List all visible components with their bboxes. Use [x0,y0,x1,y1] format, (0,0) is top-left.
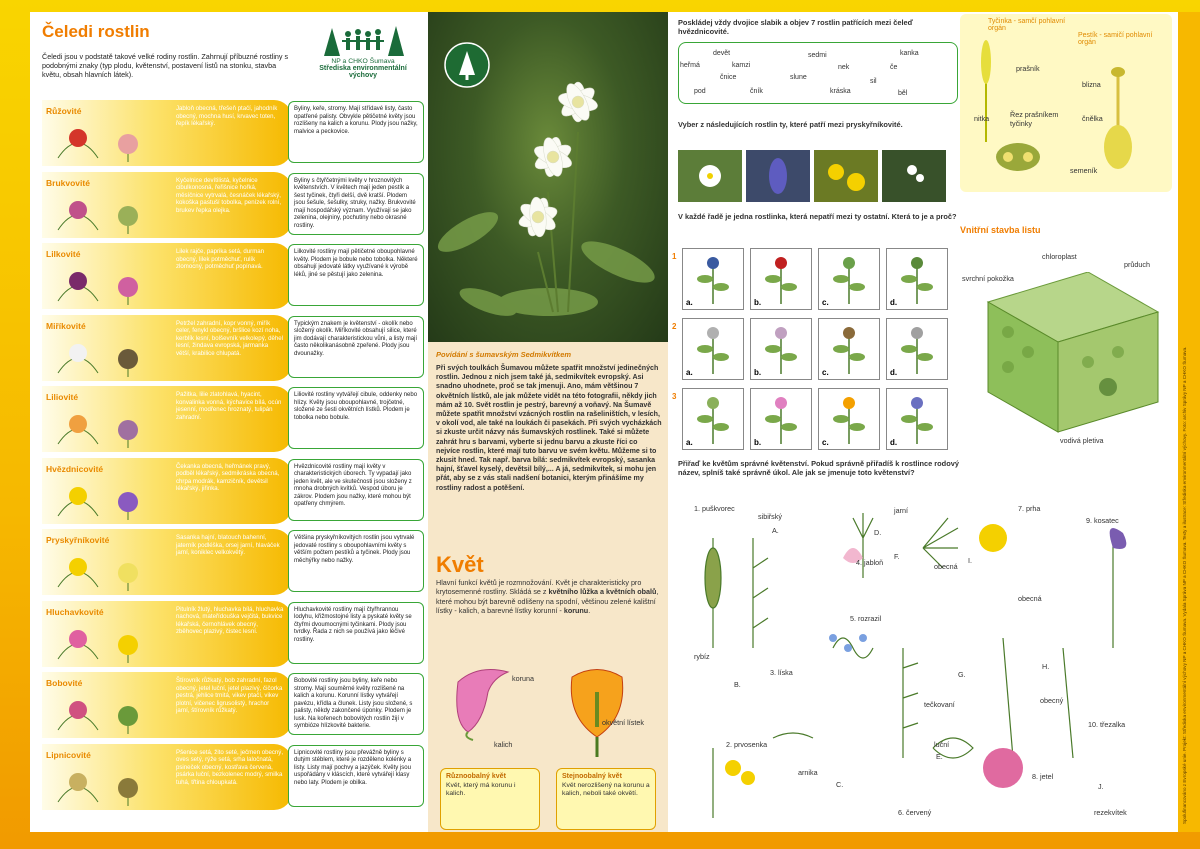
inflorescence-drawings-icon [673,498,1173,828]
family-row [42,172,425,238]
kvet-text [436,578,662,616]
box-stejnoobalny-text: Květ nerozlišený na korunu a kalich, neboli také okvětí. [562,781,650,798]
family-row [42,672,425,738]
kvet-text-b: květního lůžka a květních obalů [548,587,657,597]
family-members: Pšenice setá, žito seté, ječmen obecný, oves setý, rýže setá, srha laločnatá, psineček obecný, kostřava červená, psárka luční, bezkolenec modrý, smilka tuhá, třtina chloupkatá. [176,748,284,786]
plant-choice[interactable] [818,318,880,380]
syllable: nek [838,64,850,71]
family-name: Lipnicovité [46,749,91,760]
family-illustration-icon [48,476,168,520]
matching-label: F. [894,552,900,561]
matching-label: obecná [934,562,958,571]
matching-label: B. [734,680,741,689]
choice-letter: a. [686,298,693,307]
choice-letter: a. [686,438,693,447]
label-rez: Řez prašníkem tyčinky [1010,110,1059,128]
choice-letter: d. [890,368,898,377]
flower-drawing-icon [428,12,668,342]
family-illustration-icon [48,261,168,305]
family-members: Pažitka, lilie zlatohlavá, hyacint, konvalinka vonná, kýchavice bílá, ocún jesenní, modřenec hroznatý, tulipán zahradní. [176,391,282,421]
families-panel [30,12,428,832]
matching-label: H. [1042,662,1050,671]
family-illustration-icon [48,619,168,663]
plant-choice[interactable] [682,248,744,310]
family-name: Miříkovité [46,320,86,331]
family-illustration-icon [48,118,168,162]
matching-label: A. [772,526,779,535]
syllable: sedmi [808,52,827,59]
syllable: kamzi [732,62,751,69]
matching-label: luční [934,740,950,749]
matching-label: 9. kosatec [1086,516,1119,525]
syllable: sil [870,78,877,85]
family-row [42,315,425,381]
box-ruznoobalny-text: Květ, který má korunu i kalich. [446,781,516,798]
matching-label: 8. jetel [1032,772,1054,781]
exercises-panel [668,12,1178,832]
family-card: Typickým znakem je květenství - okolík nebo složený okolík. Miříkovité obsahují silice, které jim dodávají charakteristickou vůni, a listy mají často několikanásobně zpeřené. Plody jsou dvounažky. [288,316,424,378]
sedmikvitek-photo [428,12,668,342]
syllable: běl [898,90,908,97]
syllable: če [890,64,898,71]
question-pryskyrnik: Vyber z následujících rostlin ty, které patří mezi pryskyřníkovité. [678,120,903,129]
choice-letter: c. [822,298,829,307]
plant-choice[interactable] [682,388,744,450]
label-prasnik: prašník [1016,64,1040,73]
family-card: Lilkovité rostliny mají pětičetné oboupohlavné květy. Plodem je bobule nebo tobolka. Některé obsahují jedovaté látky využívané k výrobě léků, jiné se pěstují jako zelenina. [288,244,424,306]
box-ruznoobalny [440,768,540,830]
plant-choice[interactable] [750,388,812,450]
box-ruznoobalny-title: Různoobalný květ [446,773,506,780]
syllable: kráska [830,88,851,95]
matching-label: 1. puškvorec [694,504,735,513]
family-members: Sasanka hajní, blatouch bahenní, jaterník podléška, orsej jarní, hlaváček jarní, koniklec velkokvětý. [176,534,280,557]
matching-label: I. [968,556,972,565]
label-kalich: kalich [494,740,513,749]
choice-letter: b. [754,368,762,377]
story-text: Při svých toulkách Šumavou můžete spatřit množství jedinečných rostlin. Jednou z nich jsem také já, sedmikvítek evropský. Asi snadno uhodnete, proč se tak jmenuji. Ano, mám většinou 7 okvětních lístků, ale jak můžete vidět na této fotografii, někdy jich mám až 10. Svět rostlin je pestrý, barevný a voňavý. Na Šumavě můžete spatřit množství vzácných rostlin na rašeliništích, v lesích, v okolí vod, ale také na loukách či pasekách. Při svých vycházkách si zkuste určit názvy nás šumavských rostlinek. Také si můžete zahrát hru s barvami, vyberte si jednu barvu a zkuste říci co nejvíce rostlin, které mají tuto barvu ve svém květu. Můžeme si to zkusit hned. Tak např. barva bílá: sedmikvítek evropský, sasanka hajní, šťavel kyselý, devětsil bílý,... A já, sedmikvítek, si mohu jen přát, aby se z vás stali nadšení botanici, kterým přinášíme my rostliny radost a potěšení. [436,364,662,492]
family-name: Hvězdnicovité [46,463,104,474]
plant-choice[interactable] [886,388,948,450]
choice-letter: c. [822,438,829,447]
family-members: Čekanka obecná, heřmánek pravý, podběl lékařský, sedmikráska obecná, chrpa modrák, kamzičník, devětsil lékařský, jiřinka. [176,462,280,493]
label-semenik: semeník [1070,166,1098,175]
family-row [42,458,425,524]
sev-logo [308,22,418,79]
middle-panel [428,12,668,832]
family-name: Hluchavkovité [46,606,104,617]
box-stejnoobalny [556,768,656,830]
family-members: Jabloň obecná, třešeň ptačí, jahodník obecný, mochna husí, krvavec toten, řepík lékařský. [176,105,278,128]
family-card: Liliovité rostliny vytvářejí cibule, oddenky nebo hlízy. Květy jsou oboupohlavné, trojčetné, složené ze šesti okvětních lístků. Plodem je tobolka nebo bobule. [288,387,424,449]
kvet-text-a: Hlavní funkcí květů je rozmnožování. Květ je charakteristicky pro krytosemenné rostliny. Skládá se z [436,578,642,597]
story-title: Povídání s šumavským Sedmikvítkem [436,350,572,359]
row-number: 3 [672,392,677,401]
family-card: Byliny s čtyřčetnými květy v hroznovitých květenstvích. V květech mají jeden pestík a šest tyčinek, čtyři delší, dvě kratší. Plodem jsou šešule, šešulky, struky, nažky. Brukvovité mají hospodářský význam. Využívají se jako zelenina, olejniny, pochutiny nebo okrasné rostliny. [288,173,424,235]
choice-letter: d. [890,438,898,447]
family-card: Bobovité rostliny jsou byliny, keře nebo stromy. Mají souměrné květy rozlišené na kalich a korunu. Korunní lístky vytvářejí pavézu, křídla a člunek. Listy jsou složené, s palisty, někdy zakončené úponky. Plodem je lusk. Na kořenech bobovitých rostlin žijí v symbióze hlízkovité bakterie. [288,673,424,735]
leaf-structure-icon [968,272,1168,442]
family-card: Většina pryskyřníkovitých rostlin jsou vytrvalé jedovaté rostliny s oboupohlavními květy s větším počtem pestíků a tyčinek. Plody jsou měchýřky nebo nažky. [288,530,424,592]
matching-label: E. [936,752,943,761]
matching-label: rybíz [694,652,710,661]
matching-label: arnika [798,768,818,777]
white-flower-icon [678,150,742,202]
plant-photo-4[interactable] [882,150,946,202]
row-number: 1 [672,252,677,261]
logo-line-2: Střediska environmentální výchovy [319,65,407,79]
family-illustration-icon [48,190,168,234]
matching-label: jarní [894,506,908,515]
matching-label: G. [958,670,966,679]
question-odd-one: V každé řadě je jedna rostlinka, která nepatří mezi ty ostatní. Která to je a proč? [678,212,957,221]
matching-label: obecný [1040,696,1064,705]
family-name: Lilkovité [46,249,81,259]
pistil-title: Pestík - samičí pohlavní orgán [1078,32,1153,46]
box-stejnoobalny-title: Stejnoobalný květ [562,773,622,780]
plant-choice[interactable] [886,248,948,310]
family-row [42,100,425,166]
choice-letter: c. [822,368,829,377]
family-name: Bobovité [46,678,83,688]
matching-label: 10. třezalka [1088,720,1126,729]
family-name: Pryskyřníkovité [46,535,110,545]
matching-label: obecná [1018,594,1042,603]
choice-letter: b. [754,298,762,307]
family-card: Hvězdnicovité rostliny mají květy v charakteristických úborech. Ty vypadají jako jeden květ, ale ve skutečnosti jsou složeny z mnoha drobných kvítků. Vespod úboru je zákrov. Plodem jsou nažky, které mohou být opatřeny chmýrem. [288,459,424,521]
label-pruduch: průduch [1124,260,1150,269]
family-row [42,744,425,810]
family-row [42,243,425,309]
family-card: Lipnicovité rostliny jsou převážně byliny s dutým stéblem, které je rozděleno kolénky a listy. Listy mají pochvy a jazýček. Květy jsou uspořádány v kláscích, které vytvářejí klasy nebo laty. Plodem je obilka. [288,745,424,807]
plant-choice[interactable] [886,318,948,380]
family-name: Brukvovité [46,177,90,188]
plant-choice[interactable] [750,248,812,310]
logo-line-1: NP a CHKO Šumava [331,58,395,65]
family-members: Kyčelnice devítilistá, kyčelnice cibulkonosná, řeřišnice hořká, měsíčnice vytrvalá, česnáček lékařský, kokoška pastuší tobolka, penízek rolní, brukev řepka olejka. [176,176,282,214]
question-syllables: Poskládej vždy dvojice slabik a objev 7 rostlin patřících mezi čeleď hvězdnicovité. [678,18,913,36]
family-name: Růžovité [46,106,82,116]
matching-label: rezekvítek [1094,808,1127,817]
plant-choice[interactable] [818,388,880,450]
kvet-text-e: . [588,606,591,616]
label-nitka: nitka [974,114,990,123]
families-title: Čeledi rostlin [42,22,150,41]
kvet-title: Květ [436,552,484,577]
people-trees-icon [318,22,408,56]
family-illustration-icon [48,333,168,377]
label-pokozka: svrchní pokožka [962,274,1014,283]
matching-label: 2. prvosenka [726,740,768,749]
kvet-text-d: korunu [563,606,589,616]
syllable: čník [750,88,763,95]
family-members: Štírovník růžkatý, bob zahradní, fazol obecný, jetel luční, jetel plazivý, čičorka pestrá, jehlice trnitá, vikev ptačí, vikev plotní, vičenec ligrusolistý, hrachor jarní, štírovník růžkatý. [176,677,283,715]
family-card: Hluchavkovité rostliny mají čtyřhrannou lodyhu, křižmostojné listy a pyskaté květy se čtyřmi dvoumocnými tyčinkami. Plody jsou tvrdky. Řada z nich se používá jako léčivé rostliny. [288,602,424,664]
family-illustration-icon [48,690,168,734]
label-cnelka: čnělka [1082,114,1103,123]
plant-choice[interactable] [750,318,812,380]
row-number: 2 [672,322,677,331]
plant-choice[interactable] [818,248,880,310]
label-chloroplast: chloroplast [1042,252,1077,261]
matching-label: J. [1098,782,1104,791]
syllable: čnice [720,74,737,81]
plant-photo-3[interactable] [814,150,878,202]
syllable: kanka [900,50,919,57]
matching-label: 4. jabloň [856,558,884,567]
choice-letter: d. [890,298,898,307]
matching-label: tečkovaní [924,700,955,709]
plant-photo-1[interactable] [678,150,742,202]
credits-text: Spolufinancováno z Evropské unie. Projekt: Střediska environmentální výchovy NP a CHKO Šumava. Vydala Správa NP a CHKO Šumava. Texty a ilustrace: Střediska environmentální výchovy. Foto: archiv Správy NP a CHKO Šumava. [1182,346,1187,824]
family-name: Liliovité [46,392,79,402]
kvet-text-c: , které mohou být barevně odlišeny na spodní, většinou zelené kalištní lístky - kalich, a barevné lístky korunní - [436,587,659,616]
family-members: Petržel zahradní, kopr vonný, miřík celer, fenykl obecný, bršlice kozí noha, kerblík lesní, bolševník velkolepý, děhel lesní, žindava evropská, jarmanka větší, krabilice chlupatá. [176,319,284,357]
plant-choice[interactable] [682,318,744,380]
label-okvetni: okvětní lístek [602,718,644,727]
question-matching: Přiřaď ke květům správné květenství. Pokud správně přiřadíš k rostlince rodový název, splníš také správně úkol. Ale jak se jmenuje toto květenství? [678,459,959,477]
family-illustration-icon [48,547,168,591]
family-row [42,601,425,667]
family-illustration-icon [48,762,168,806]
matching-label: 7. prha [1018,504,1041,513]
organs-drawing-icon [968,32,1168,182]
family-row [42,386,425,452]
family-illustration-icon [48,404,168,448]
syllable: pod [694,88,706,95]
choice-letter: b. [754,438,762,447]
choice-letter: a. [686,368,693,377]
yellow-flower-icon [814,150,878,202]
blue-flower-icon [746,150,810,202]
matching-label: D. [874,528,882,537]
matching-label: 6. červený [898,808,932,817]
label-vodiva: vodivá pletiva [1060,436,1104,445]
family-members: Pitulník žlutý, hluchavka bílá, hluchavka nachová, mateřídouška vejčitá, bukvice lékařská, černohlávek obecný, zběhovec plazivý, čistec lesní. [176,605,284,636]
matching-label: 3. líska [770,668,793,677]
white-small-flower-icon [882,150,946,202]
plant-photo-2[interactable] [746,150,810,202]
matching-label: C. [836,780,844,789]
credits-strip [1178,12,1200,832]
matching-label: 5. rozrazil [850,614,882,623]
leaf-title: Vnitřní stavba listu [960,225,1041,235]
syllable: heřmá [680,62,700,69]
family-card: Byliny, keře, stromy. Mají střídavé listy, často opatřené palisty. Obvykle pětičetné květy jsou rozlišeny na kalich a korunu. Plody jsou nažky, malvice a peckovice. [288,101,424,163]
syllable: slune [790,74,807,81]
tulip-section-icon [562,667,632,757]
syllable: devět [713,50,731,57]
family-row [42,529,425,595]
families-intro: Čeledi jsou v podstatě takové velké rodiny rostlin. Zahrnují příbuzné rostliny s podobnými znaky (typ plodu, květenství, postavení listů na stonku, stavba květu, obsah hlavních látek). [42,52,289,79]
matching-label: sibiřský [758,512,782,521]
family-members: Lilek rajče, paprika setá, durman obecný, lilek potměchuť, rulík zlomocný, potměchuť popínavá. [176,248,265,271]
label-blizna: blizna [1082,80,1101,89]
label-koruna: koruna [512,674,534,683]
anther-title: Tyčinka - samčí pohlavní orgán [988,18,1066,32]
